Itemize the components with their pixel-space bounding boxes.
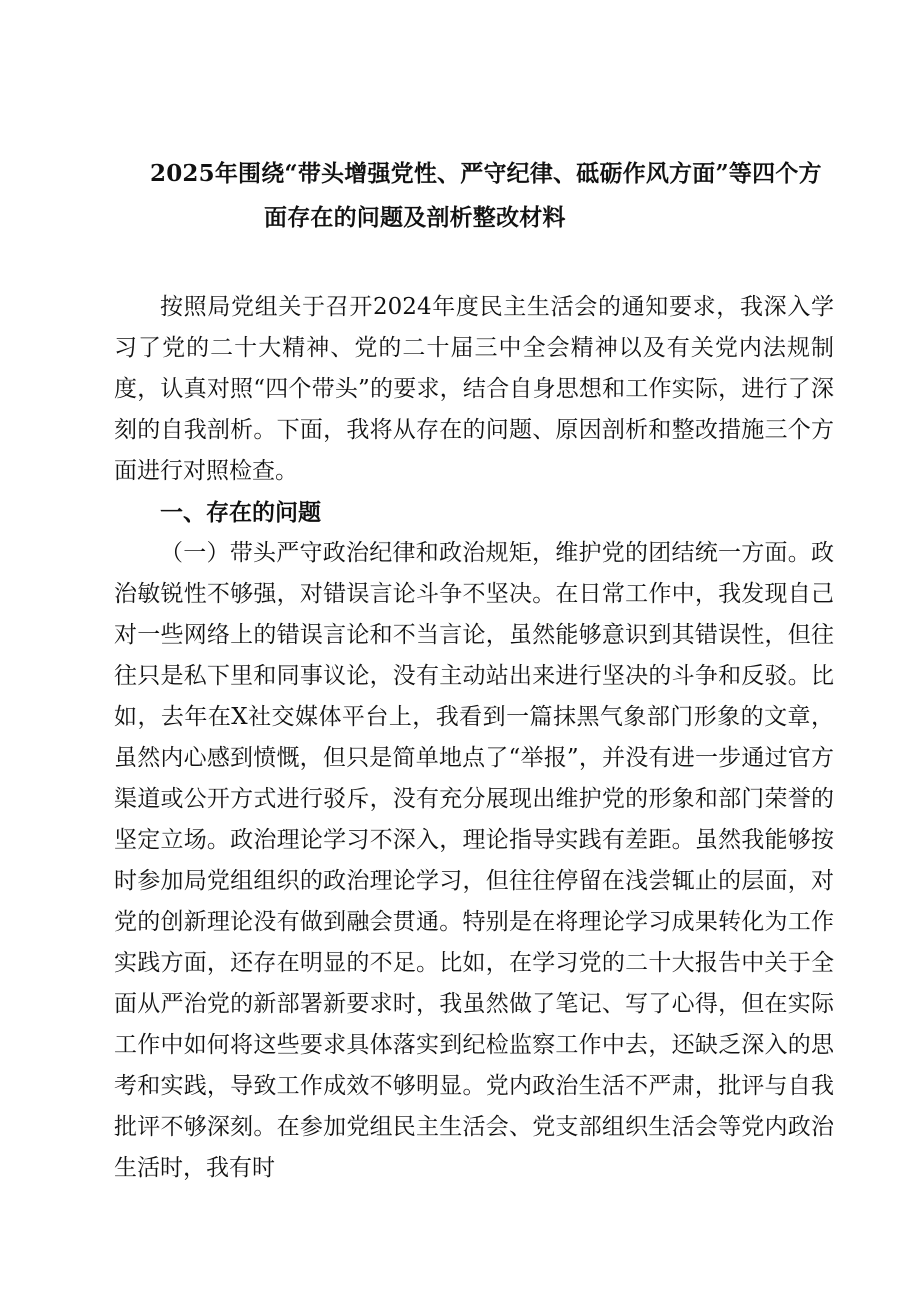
document-title — [150, 152, 850, 240]
document-body — [114, 287, 834, 1189]
title-line-2: 面存在的问题及剖析整改材料 — [264, 204, 566, 231]
intro-paragraph: 按照局党组关于召开2024年度民主生活会的通知要求，我深入学习了党的二十大精神、党的二十届三中全会精神以及有关党内法规制度，认真对照“四个带头”的要求，结合自身思想和工作实际，进行了深刻的自我剖析。下面，我将从存在的问题、原因剖析和整改措施三个方面进行对照检查。 — [114, 294, 834, 484]
section-heading-problems: 一、存在的问题 — [160, 499, 321, 526]
section-paragraph-political-discipline: （一）带头严守政治纪律和政治规矩，维护党的团结统一方面。政治敏锐性不够强，对错误言论斗争不坚决。在日常工作中，我发现自己对一些网络上的错误言论和不当言论，虽然能够意识到其错误性，但往往只是私下里和同事议论，没有主动站出来进行坚决的斗争和反驳。比如，去年在X社交媒体平台上，我看到一篇抹黑气象部门形象的文章，虽然内心感到愤慨，但只是简单地点了“举报”，并没有进一步通过官方渠道或公开方式进行驳斥，没有充分展现出维护党的形象和部门荣誉的坚定立场。政治理论学习不深入，理论指导实践有差距。虽然我能够按时参加局党组组织的政治理论学习，但往往停留在浅尝辄止的层面，对党的创新理论没有做到融会贯通。特别是在将理论学习成果转化为工作实践方面，还存在明显的不足。比如，在学习党的二十大报告中关于全面从严治党的新部署新要求时，我虽然做了笔记、写了心得，但在实际工作中如何将这些要求具体落实到纪检监察工作中去，还缺乏深入的思考和实践，导致工作成效不够明显。党内政治生活不严肃，批评与自我批评不够深刻。在参加党组民主生活会、党支部组织生活会等党内政治生活时，我有时 — [114, 540, 834, 1181]
title-line-1: 2025年围绕“带头增强党性、严守纪律、砥砺作风方面”等四个方 — [150, 160, 822, 187]
